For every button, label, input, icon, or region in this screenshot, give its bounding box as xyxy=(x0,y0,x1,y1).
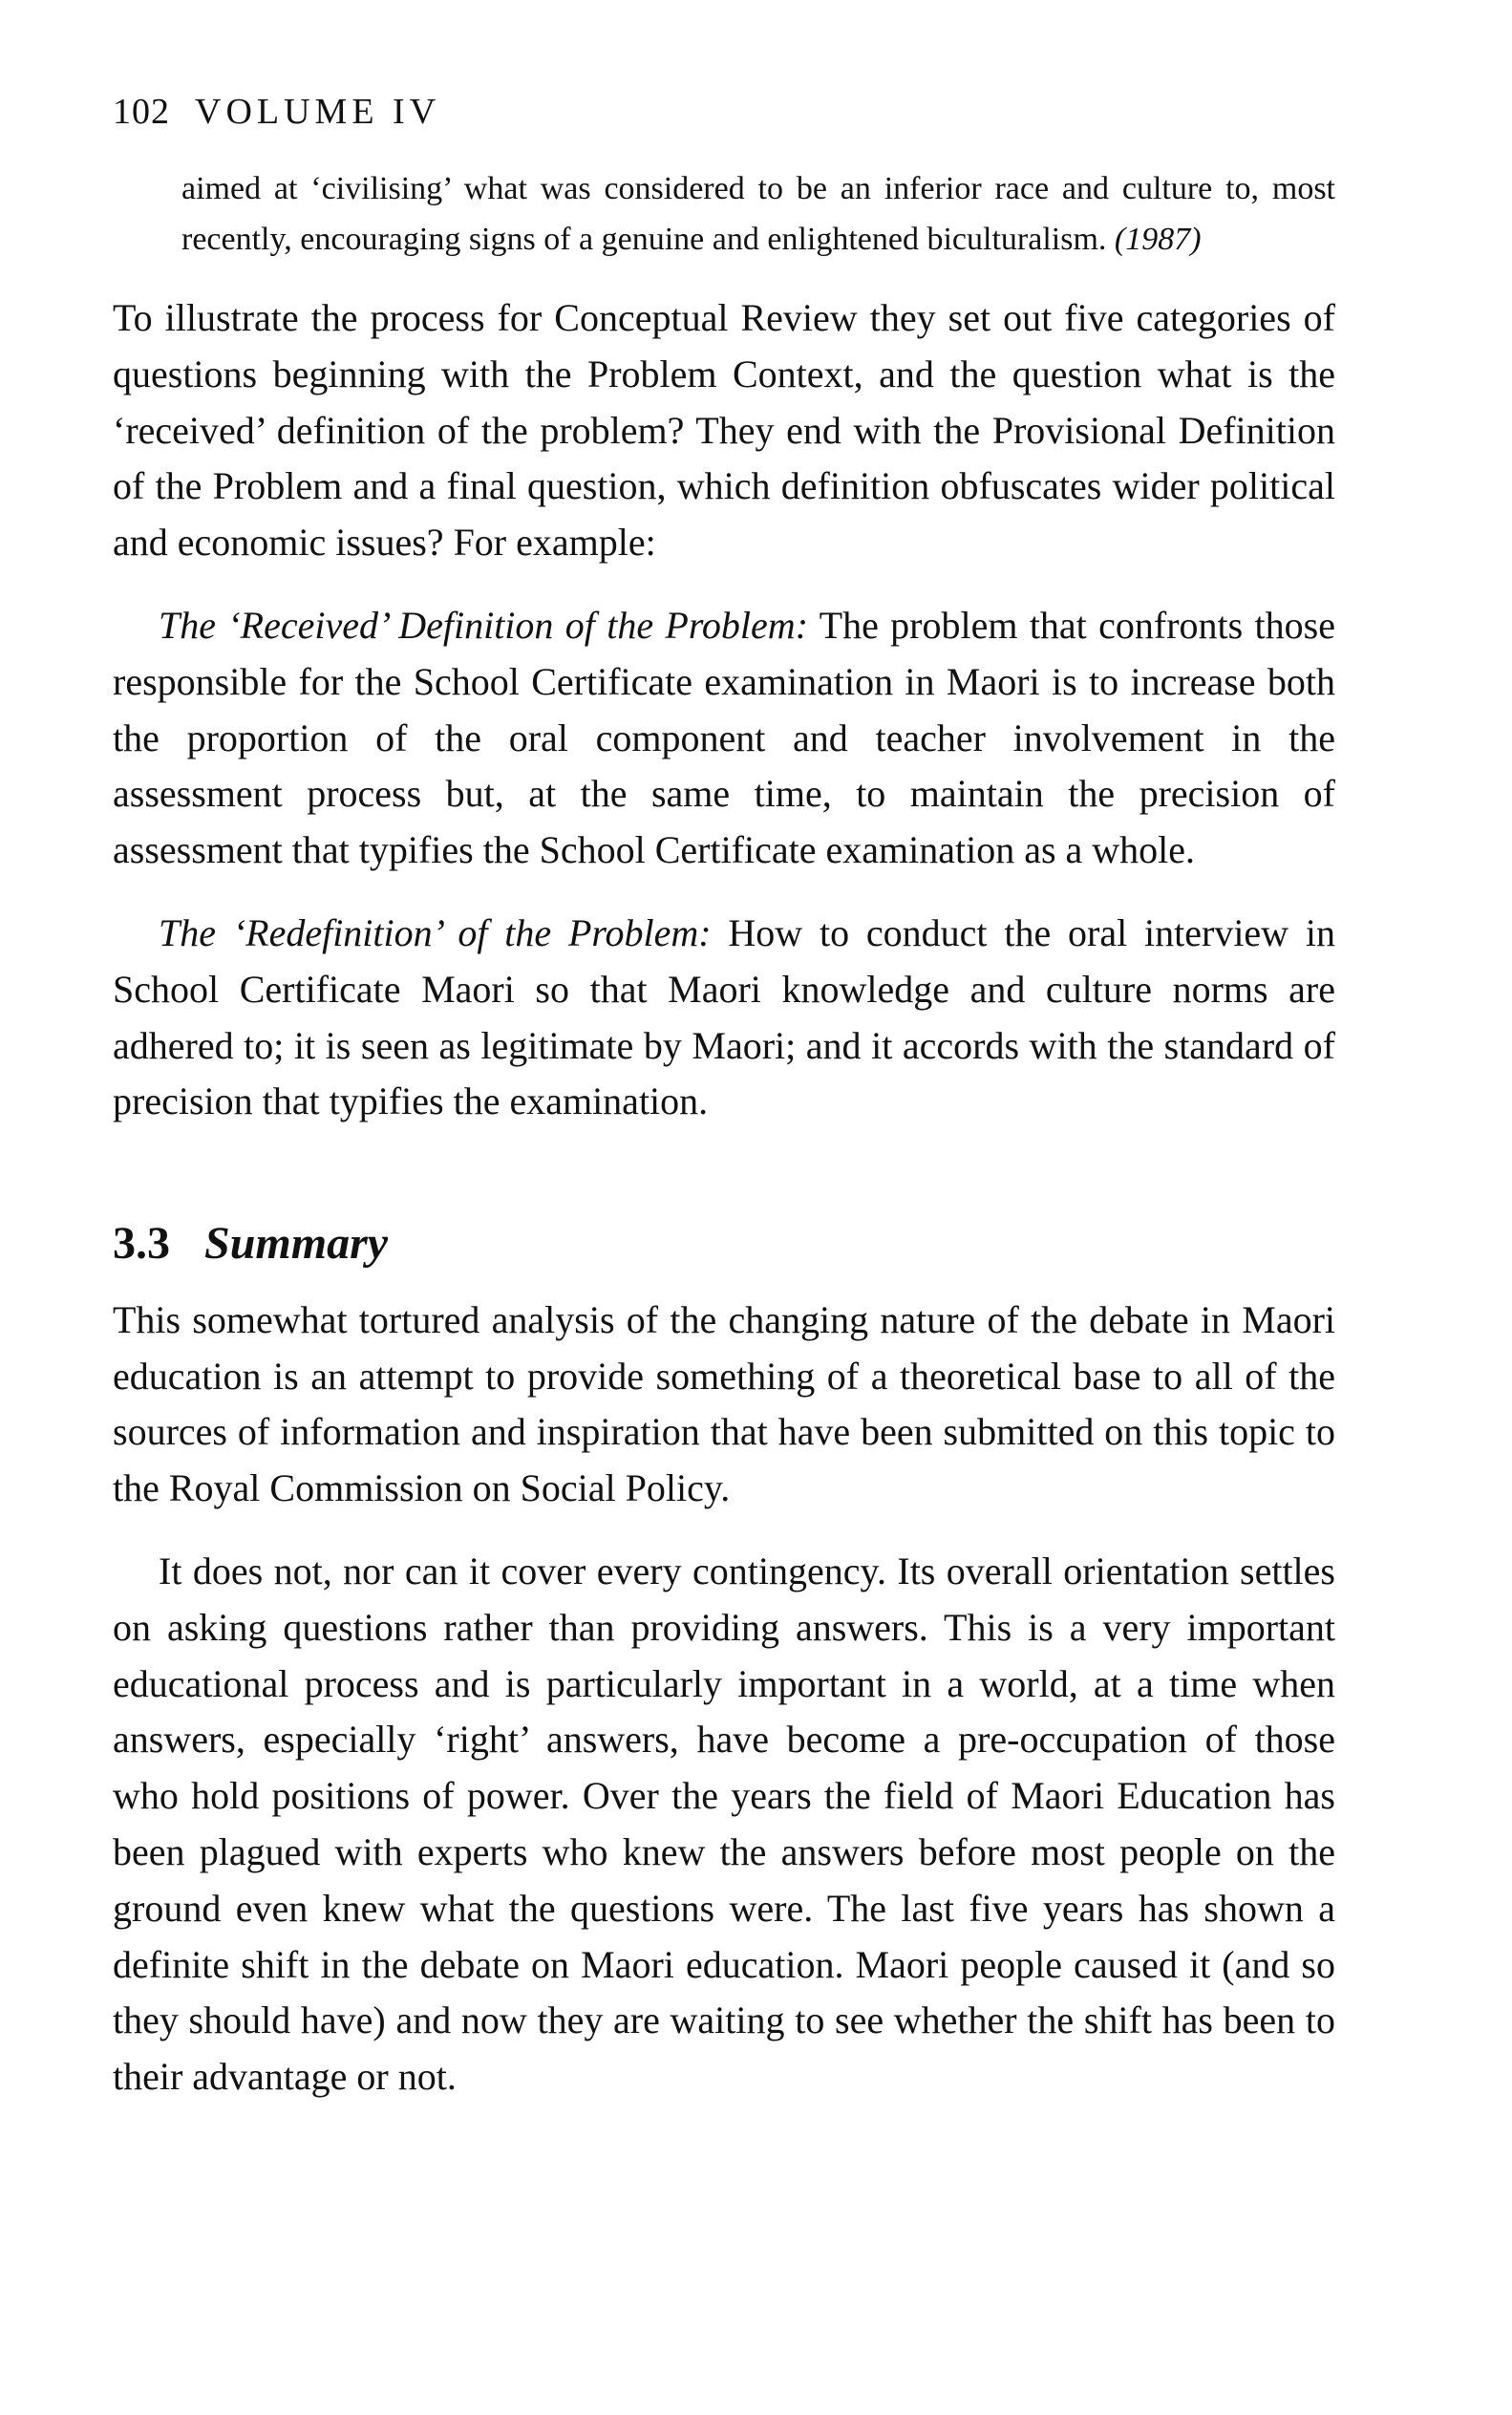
summary-paragraph-1: This somewhat tortured analysis of the changing nature of the debate in Maori education is an attempt to provide something of a theoretical base to all of the sources of information and inspiration that have been submitted on this topic to the Royal Commission on Social Policy. xyxy=(113,1297,1335,1510)
example-redefinition xyxy=(113,906,1335,1130)
block-quote xyxy=(181,163,1335,266)
intro-paragraph: To illustrate the process for Conceptual Review they set out five categories of questions beginning with the Problem Context, and the question what is the ‘received’ definition of the problem? They end with the Provisional Definition of the Problem and a final question, which definition obfuscates wider political and economic issues? For example: xyxy=(113,296,1335,565)
section-heading xyxy=(113,1216,1335,1272)
document-page xyxy=(113,91,1335,2105)
example-heading: The ‘Received’ Definition of the Problem: xyxy=(159,604,809,648)
section-number: 3.3 xyxy=(113,1218,170,1270)
example-heading: The ‘Redefinition’ of the Problem: xyxy=(159,911,712,954)
page-number: 102 xyxy=(113,92,170,132)
section-title: Summary xyxy=(204,1218,389,1270)
quote-text: aimed at ‘civilising’ what was considered to be an inferior race and culture to, most recently, encouraging signs of a genuine and enlightened biculturalism. xyxy=(181,170,1335,258)
quote-citation: (1987) xyxy=(1114,222,1202,258)
example-text: How to conduct the oral interview in School Certificate Maori so that Maori knowledge and culture norms are adhered to; it is seen as legitimate by Maori; and it accords with the standard of precision that typifies the examination. xyxy=(113,911,1335,1123)
running-head xyxy=(113,91,1335,135)
example-received-definition xyxy=(113,598,1335,879)
summary-paragraph-2: It does not, nor can it cover every contingency. Its overall orientation settles on asking questions rather than providing answers. This is a very important educational process and is particularly important in a world, at a time when answers, especially ‘right’ answers, have become a pre-occupation of those who hold positions of power. Over the years the field of Maori Education has been plagued with experts who knew the answers before most people on the ground even knew what the questions were. The last five years has shown a definite shift in the debate on Maori education. Maori people caused it (and so they should have) and now they are waiting to see whether the shift has been to their advantage or not. xyxy=(113,1549,1335,2099)
example-text: The problem that confronts those responsible for the School Certificate examination in Maori is to increase both the proportion of the oral component and teacher involvement in the assessment process but, at the same time, to maintain the precision of assessment that typifies the School Certificate examination as a whole. xyxy=(113,604,1335,872)
volume-title: VOLUME IV xyxy=(195,92,441,132)
